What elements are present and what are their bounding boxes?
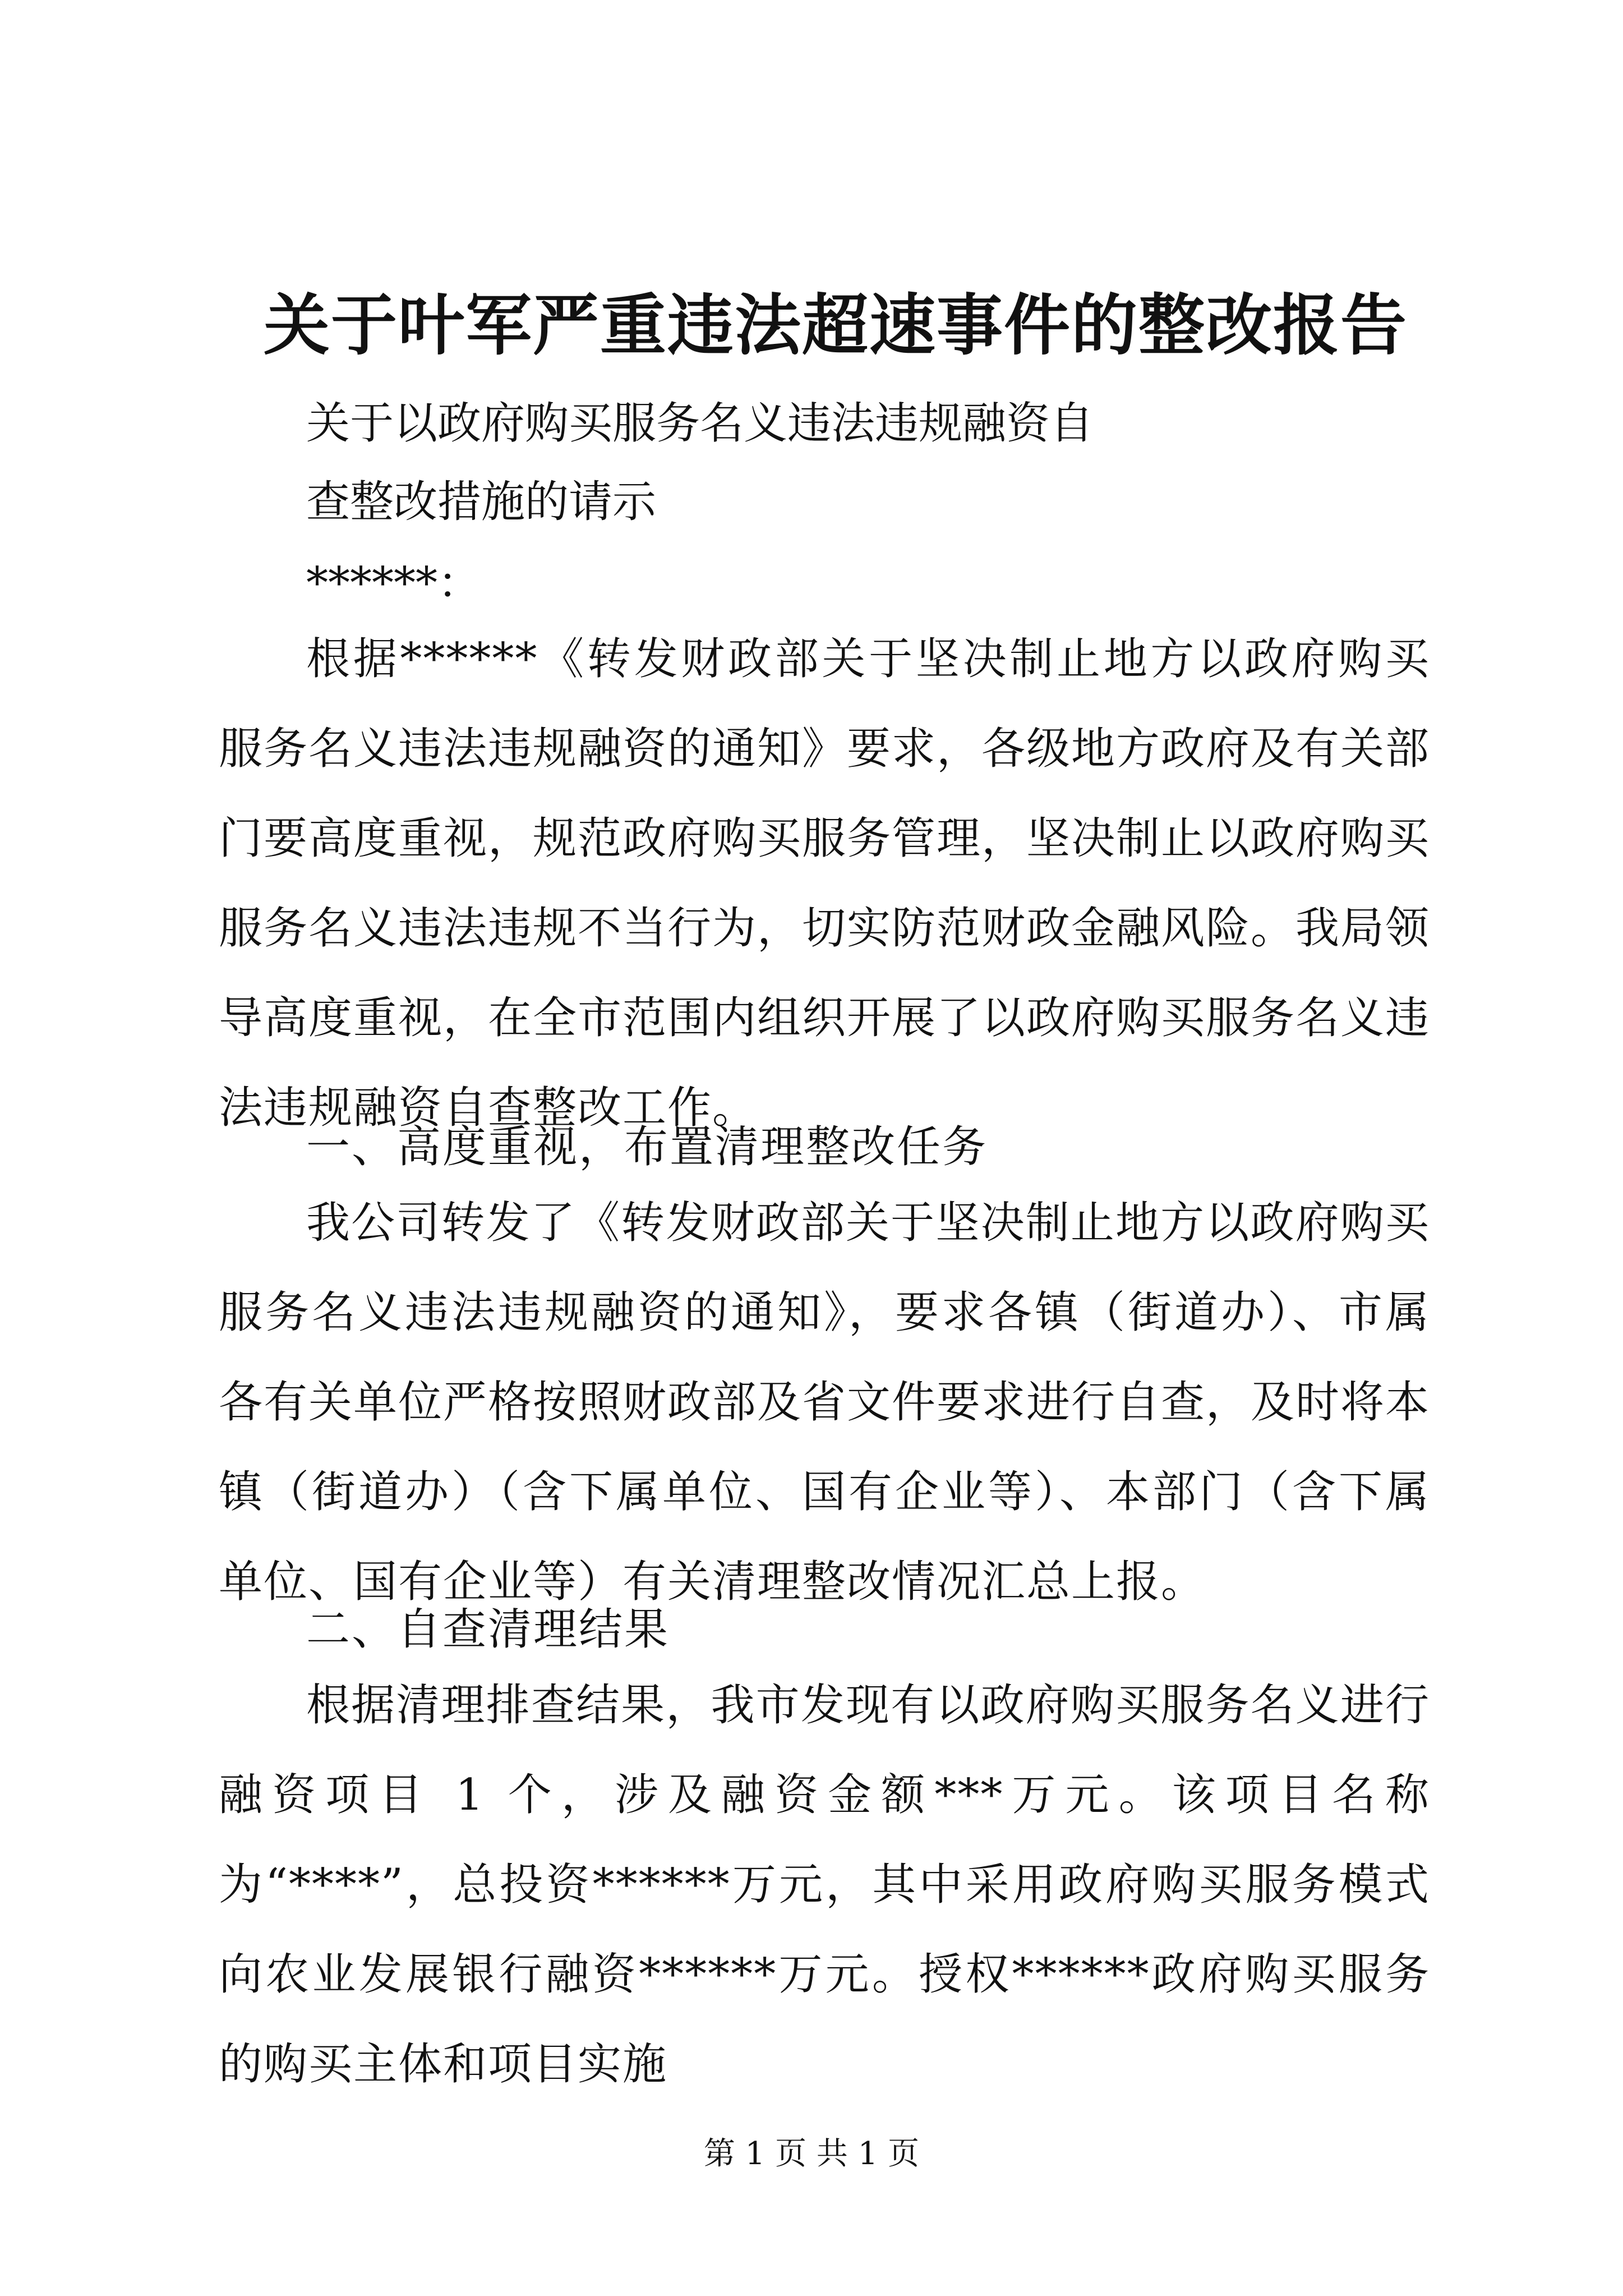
section-heading-1: 一、高度重视，布置清理整改任务 bbox=[306, 1122, 988, 1172]
page-footer: 第 1 页 共 1 页 bbox=[703, 2136, 920, 2172]
salutation: ******： bbox=[306, 558, 482, 609]
paragraph-2: 我公司转发了《转发财政部关于坚决制止地方以政府购买服务名义违法违规融资的通知》，要求各镇（街道办）、市属各有关单位严格按照财政部及省文件要求进行自查，及时将本镇（街道办）（含下属单位、国有企业等）、本部门（含下属单位、国有企业等）有关清理整改情况汇总上报。 bbox=[219, 1198, 1431, 1607]
document-title: 关于叶军严重违法超速事件的整改报告 bbox=[264, 286, 1408, 364]
paragraph-1: 根据******《转发财政部关于坚决制止地方以政府购买服务名义违法违规融资的通知》要求，各级地方政府及有关部门要高度重视，规范政府购买服务管理，坚决制止以政府购买服务名义违法违规不当行为，切实防范财政金融风险。我局领导高度重视，在全市范围内组织开展了以政府购买服务名义违法违规融资自查整改工作。 bbox=[219, 634, 1431, 1133]
subtitle-line-2: 查整改措施的请示 bbox=[306, 477, 657, 527]
section-heading-2: 二、自查清理结果 bbox=[306, 1604, 670, 1655]
paragraph-3: 根据清理排查结果，我市发现有以政府购买服务名义进行融资项目 1 个，涉及融资金额***万元。该项目名称为“****”，总投资******万元，其中采用政府购买服务模式向农业发展银行融资******万元。授权******政府购买服务的购买主体和项目实施 bbox=[219, 1680, 1430, 2090]
subtitle-line-1: 关于以政府购买服务名义违法违规融资自 bbox=[306, 398, 1094, 449]
